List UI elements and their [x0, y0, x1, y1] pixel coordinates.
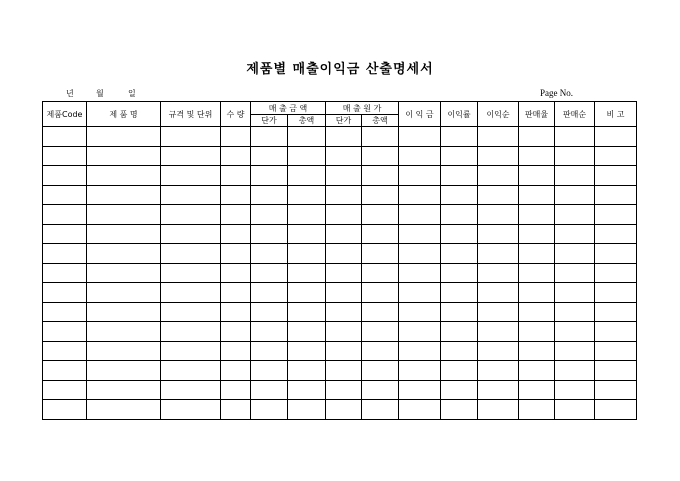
table-cell — [251, 166, 288, 186]
table-cell — [161, 302, 221, 322]
table-cell — [326, 380, 362, 400]
table-cell — [399, 244, 441, 264]
table-cell — [441, 224, 478, 244]
table-cell — [519, 341, 555, 361]
table-cell — [399, 166, 441, 186]
table-cell — [251, 283, 288, 303]
table-cell — [87, 400, 161, 420]
table-cell — [161, 185, 221, 205]
header-spec-unit: 규격 및 단위 — [161, 102, 221, 127]
table-cell — [399, 283, 441, 303]
table-cell — [519, 380, 555, 400]
table-cell — [161, 283, 221, 303]
table-cell — [87, 361, 161, 381]
table-cell — [478, 146, 519, 166]
table-cell — [362, 166, 399, 186]
table-row — [43, 283, 637, 303]
table-cell — [595, 185, 637, 205]
table-cell — [478, 341, 519, 361]
table-cell — [595, 322, 637, 342]
table-row — [43, 205, 637, 225]
table-cell — [555, 205, 595, 225]
table-cell — [478, 322, 519, 342]
table-cell — [326, 224, 362, 244]
header-product-name: 제 품 명 — [87, 102, 161, 127]
table-cell — [478, 185, 519, 205]
table-cell — [555, 380, 595, 400]
table-cell — [288, 380, 326, 400]
table-cell — [362, 380, 399, 400]
table-cell — [161, 400, 221, 420]
table-cell — [251, 244, 288, 264]
table-cell — [221, 127, 251, 147]
table-row — [43, 263, 637, 283]
table-cell — [441, 185, 478, 205]
table-cell — [43, 361, 87, 381]
table-cell — [399, 127, 441, 147]
table-cell — [555, 283, 595, 303]
table-cell — [221, 380, 251, 400]
table-cell — [251, 322, 288, 342]
table-row — [43, 380, 637, 400]
table-cell — [221, 283, 251, 303]
table-cell — [288, 302, 326, 322]
table-cell — [326, 361, 362, 381]
table-cell — [441, 361, 478, 381]
table-cell — [326, 341, 362, 361]
day-label: 일 — [128, 89, 136, 98]
table-cell — [288, 185, 326, 205]
table-cell — [362, 185, 399, 205]
table-cell — [326, 400, 362, 420]
table-cell — [478, 224, 519, 244]
table-cell — [441, 341, 478, 361]
table-cell — [519, 224, 555, 244]
table-row — [43, 146, 637, 166]
table-cell — [326, 185, 362, 205]
table-cell — [87, 205, 161, 225]
table-cell — [595, 400, 637, 420]
table-cell — [221, 263, 251, 283]
table-cell — [478, 166, 519, 186]
table-cell — [441, 283, 478, 303]
table-cell — [478, 302, 519, 322]
table-cell — [595, 380, 637, 400]
header-product-code: 제품Code — [43, 102, 87, 127]
table-cell — [251, 361, 288, 381]
table-cell — [478, 205, 519, 225]
table-cell — [362, 205, 399, 225]
table-cell — [362, 283, 399, 303]
table-cell — [519, 146, 555, 166]
table-cell — [43, 205, 87, 225]
table-cell — [251, 205, 288, 225]
header-sales-rate: 판매율 — [519, 102, 555, 127]
table-cell — [519, 127, 555, 147]
table-cell — [161, 146, 221, 166]
header-cost-total: 총액 — [362, 115, 399, 127]
table-cell — [87, 244, 161, 264]
table-cell — [555, 244, 595, 264]
profit-statement-table — [42, 101, 637, 420]
table-cell — [555, 146, 595, 166]
table-cell — [43, 341, 87, 361]
table-cell — [595, 205, 637, 225]
table-cell — [441, 127, 478, 147]
table-cell — [43, 302, 87, 322]
table-cell — [441, 322, 478, 342]
table-cell — [441, 400, 478, 420]
table-cell — [87, 166, 161, 186]
table-cell — [87, 146, 161, 166]
table-cell — [399, 361, 441, 381]
table-cell — [519, 302, 555, 322]
table-cell — [555, 322, 595, 342]
table-cell — [221, 341, 251, 361]
table-cell — [326, 205, 362, 225]
table-cell — [288, 166, 326, 186]
table-cell — [555, 127, 595, 147]
table-cell — [87, 302, 161, 322]
header-profit-rate: 이익률 — [441, 102, 478, 127]
table-cell — [555, 166, 595, 186]
table-cell — [251, 341, 288, 361]
header-cost-unit-price: 단가 — [326, 115, 362, 127]
table-cell — [478, 361, 519, 381]
page-number-label: Page No. — [540, 88, 573, 98]
table-cell — [595, 302, 637, 322]
table-cell — [288, 341, 326, 361]
table-cell — [399, 146, 441, 166]
table-cell — [43, 244, 87, 264]
table-cell — [595, 224, 637, 244]
table-row — [43, 361, 637, 381]
table-cell — [161, 127, 221, 147]
table-cell — [251, 400, 288, 420]
table-cell — [161, 341, 221, 361]
header-quantity: 수 량 — [221, 102, 251, 127]
table-cell — [221, 185, 251, 205]
table-row — [43, 244, 637, 264]
table-body — [43, 127, 637, 420]
table-cell — [288, 146, 326, 166]
table-cell — [399, 341, 441, 361]
table-cell — [362, 127, 399, 147]
table-cell — [595, 166, 637, 186]
table-cell — [399, 322, 441, 342]
header-remarks: 비 고 — [595, 102, 637, 127]
table-row — [43, 127, 637, 147]
table-cell — [251, 127, 288, 147]
table-cell — [519, 283, 555, 303]
table-cell — [399, 263, 441, 283]
table-cell — [478, 283, 519, 303]
table-cell — [326, 166, 362, 186]
table-cell — [595, 263, 637, 283]
table-cell — [399, 380, 441, 400]
table-cell — [362, 322, 399, 342]
table-cell — [555, 185, 595, 205]
table-cell — [519, 322, 555, 342]
table-row — [43, 322, 637, 342]
table-cell — [43, 185, 87, 205]
header-sales-amount: 매 출 금 액 — [251, 102, 326, 115]
table-cell — [221, 166, 251, 186]
table-cell — [87, 322, 161, 342]
table-cell — [519, 263, 555, 283]
table-cell — [362, 361, 399, 381]
table-cell — [555, 400, 595, 420]
table-cell — [43, 166, 87, 186]
table-cell — [161, 244, 221, 264]
table-cell — [288, 361, 326, 381]
table-cell — [555, 341, 595, 361]
table-cell — [251, 302, 288, 322]
table-cell — [519, 205, 555, 225]
table-cell — [399, 185, 441, 205]
table-cell — [251, 185, 288, 205]
table-cell — [43, 283, 87, 303]
table-row — [43, 224, 637, 244]
table-cell — [326, 146, 362, 166]
table-cell — [441, 263, 478, 283]
table-cell — [555, 224, 595, 244]
table-cell — [288, 400, 326, 420]
table-cell — [362, 400, 399, 420]
table-cell — [595, 244, 637, 264]
table-cell — [221, 322, 251, 342]
table-cell — [221, 146, 251, 166]
table-cell — [478, 380, 519, 400]
table-cell — [519, 185, 555, 205]
table-cell — [43, 127, 87, 147]
table-cell — [595, 146, 637, 166]
table-cell — [595, 361, 637, 381]
table-cell — [161, 322, 221, 342]
table-cell — [362, 263, 399, 283]
table-cell — [161, 205, 221, 225]
table-cell — [326, 244, 362, 264]
table-cell — [43, 400, 87, 420]
table-cell — [161, 263, 221, 283]
table-cell — [399, 205, 441, 225]
header-profit: 이 익 금 — [399, 102, 441, 127]
table-cell — [399, 400, 441, 420]
table-cell — [326, 283, 362, 303]
table-cell — [221, 302, 251, 322]
table-cell — [251, 380, 288, 400]
table-cell — [288, 244, 326, 264]
year-label: 년 — [66, 89, 74, 98]
table-cell — [519, 244, 555, 264]
table-cell — [441, 244, 478, 264]
table-cell — [441, 166, 478, 186]
table-cell — [251, 224, 288, 244]
table-cell — [441, 380, 478, 400]
table-cell — [519, 400, 555, 420]
table-cell — [43, 380, 87, 400]
table-cell — [161, 380, 221, 400]
table-cell — [478, 263, 519, 283]
table-cell — [478, 244, 519, 264]
table-cell — [441, 205, 478, 225]
table-cell — [595, 283, 637, 303]
table-cell — [288, 205, 326, 225]
table-cell — [288, 322, 326, 342]
table-cell — [221, 205, 251, 225]
header-sales-unit-price: 단가 — [251, 115, 288, 127]
table-cell — [326, 322, 362, 342]
table-cell — [555, 361, 595, 381]
table-cell — [288, 283, 326, 303]
month-label: 월 — [96, 89, 104, 98]
table-cell — [87, 341, 161, 361]
table-cell — [161, 224, 221, 244]
document-title: 제품별 매출이익금 산출명세서 — [246, 62, 434, 77]
header-sales-total: 총액 — [288, 115, 326, 127]
table-cell — [87, 185, 161, 205]
table-cell — [555, 302, 595, 322]
table-cell — [519, 361, 555, 381]
table-cell — [595, 341, 637, 361]
table-row — [43, 400, 637, 420]
table-cell — [251, 263, 288, 283]
table-cell — [87, 283, 161, 303]
table-cell — [362, 341, 399, 361]
table-cell — [399, 224, 441, 244]
table-cell — [251, 146, 288, 166]
header-sales-rank: 판매순 — [555, 102, 595, 127]
table-cell — [87, 380, 161, 400]
table-cell — [441, 146, 478, 166]
table-row — [43, 341, 637, 361]
table-cell — [43, 263, 87, 283]
table-cell — [288, 127, 326, 147]
table-cell — [43, 224, 87, 244]
table-cell — [326, 302, 362, 322]
table-cell — [161, 166, 221, 186]
table-row — [43, 302, 637, 322]
table-cell — [555, 263, 595, 283]
table-row — [43, 185, 637, 205]
table-cell — [221, 400, 251, 420]
table-cell — [362, 302, 399, 322]
table-cell — [326, 263, 362, 283]
table-cell — [221, 361, 251, 381]
table-cell — [161, 361, 221, 381]
table-row — [43, 166, 637, 186]
table-cell — [87, 224, 161, 244]
table-cell — [87, 127, 161, 147]
table-cell — [519, 166, 555, 186]
header-profit-rank: 이익순 — [478, 102, 519, 127]
header-cost-of-sales: 매 출 원 가 — [326, 102, 399, 115]
table-cell — [87, 263, 161, 283]
table-cell — [288, 263, 326, 283]
table-cell — [478, 400, 519, 420]
table-cell — [43, 322, 87, 342]
table-cell — [326, 127, 362, 147]
table-cell — [362, 146, 399, 166]
table-cell — [221, 224, 251, 244]
table-cell — [288, 224, 326, 244]
table-cell — [362, 244, 399, 264]
table-cell — [595, 127, 637, 147]
table-cell — [399, 302, 441, 322]
table-cell — [43, 146, 87, 166]
table-cell — [441, 302, 478, 322]
table-cell — [478, 127, 519, 147]
table-cell — [221, 244, 251, 264]
table-cell — [362, 224, 399, 244]
